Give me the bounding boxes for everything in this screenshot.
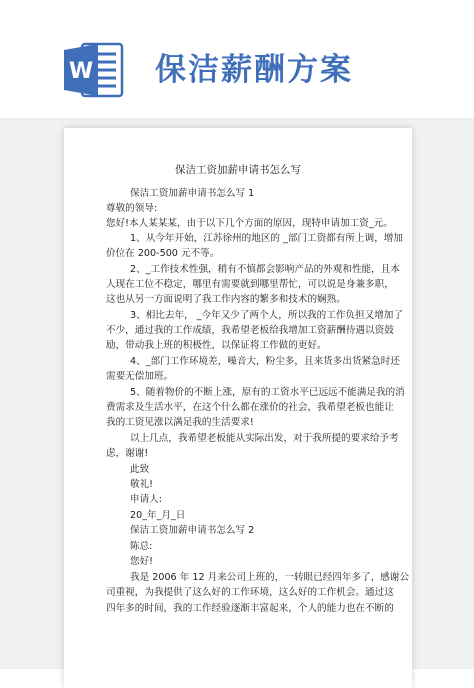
banner xyxy=(0,0,474,118)
word-icon xyxy=(62,40,128,100)
body-line: 我是 2006 年 12 月来公司上班的，一转眼已经四年多了，感谢公 xyxy=(130,572,410,583)
body-line: 司重视，为我提供了这么好的工作环境，这么好的工作机会。通过这 xyxy=(106,587,394,598)
body-line: 需要无偿加班。 xyxy=(106,371,174,382)
document-page xyxy=(64,128,412,688)
body-line: 四年多的时间，我的工作经验逐渐丰富起来，个人的能力也在不断的 xyxy=(106,603,394,614)
body-line: 申请人: xyxy=(130,494,163,505)
body-line: 保洁工资加薪申请书怎么写 2 xyxy=(130,525,255,536)
body-line: 我的工资见涨以满足我的生活要求! xyxy=(106,417,254,428)
body-line: 3、相比去年， _今年又少了两个人，所以我的工作负担又增加了 xyxy=(130,310,403,321)
body-line: 您好! xyxy=(130,556,154,567)
body-line: 这也从另一方面说明了我工作内容的繁多和技术的娴熟。 xyxy=(106,294,346,305)
body-line: 4、_部门工作环境差，噪音大，粉尘多，且来货多出货紧急时还 xyxy=(130,356,400,367)
document-title: 保洁工资加薪申请书怎么写 xyxy=(175,164,301,176)
body-line: 20_年_月_日 xyxy=(130,510,186,521)
body-line: 此致 xyxy=(130,464,150,475)
body-line: 费需求及生活水平，在这个什么都在涨价的社会，我希望老板也能让 xyxy=(106,402,394,413)
body-line: 保洁工资加薪申请书怎么写 1 xyxy=(130,188,255,199)
body-line: 不少，通过我的工作成绩，我希望老板给我增加工资薪酬待遇以资鼓 xyxy=(106,325,394,336)
body-line: 1、从今年开始，江苏徐州的地区的 _部门工资都有所上调，增加 xyxy=(130,233,403,244)
body-line: 2、_工作技术性强，稍有不慎都会影响产品的外观和性能，且本 xyxy=(130,264,400,275)
body-line: 励，带动我上班的积极性，以保证将工作做的更好。 xyxy=(106,340,327,351)
svg-text:W: W xyxy=(68,59,94,84)
body-line: 您好!本人某某某，由于以下几个方面的原因，现特申请加工资_元。 xyxy=(106,218,393,229)
body-line: 5、随着物价的不断上涨，原有的工资水平已远远不能满足我的消 xyxy=(130,387,405,398)
body-line: 价位在 200-500 元不等。 xyxy=(106,248,220,259)
banner-title: 保洁薪酬方案 xyxy=(155,52,353,88)
body-line: 以上几点，我希望老板能从实际出发，对于我所提的要求给予考 xyxy=(130,433,399,444)
body-line: 敬礼! xyxy=(130,479,154,490)
body-line: 虑，谢谢! xyxy=(106,448,149,459)
body-line: 尊敬的领导: xyxy=(106,203,158,214)
body-line: 陈总: xyxy=(130,541,153,552)
body-line: 人现在工位不稳定，哪里有需要就到哪里帮忙，可以说是身兼多职， xyxy=(106,279,394,290)
